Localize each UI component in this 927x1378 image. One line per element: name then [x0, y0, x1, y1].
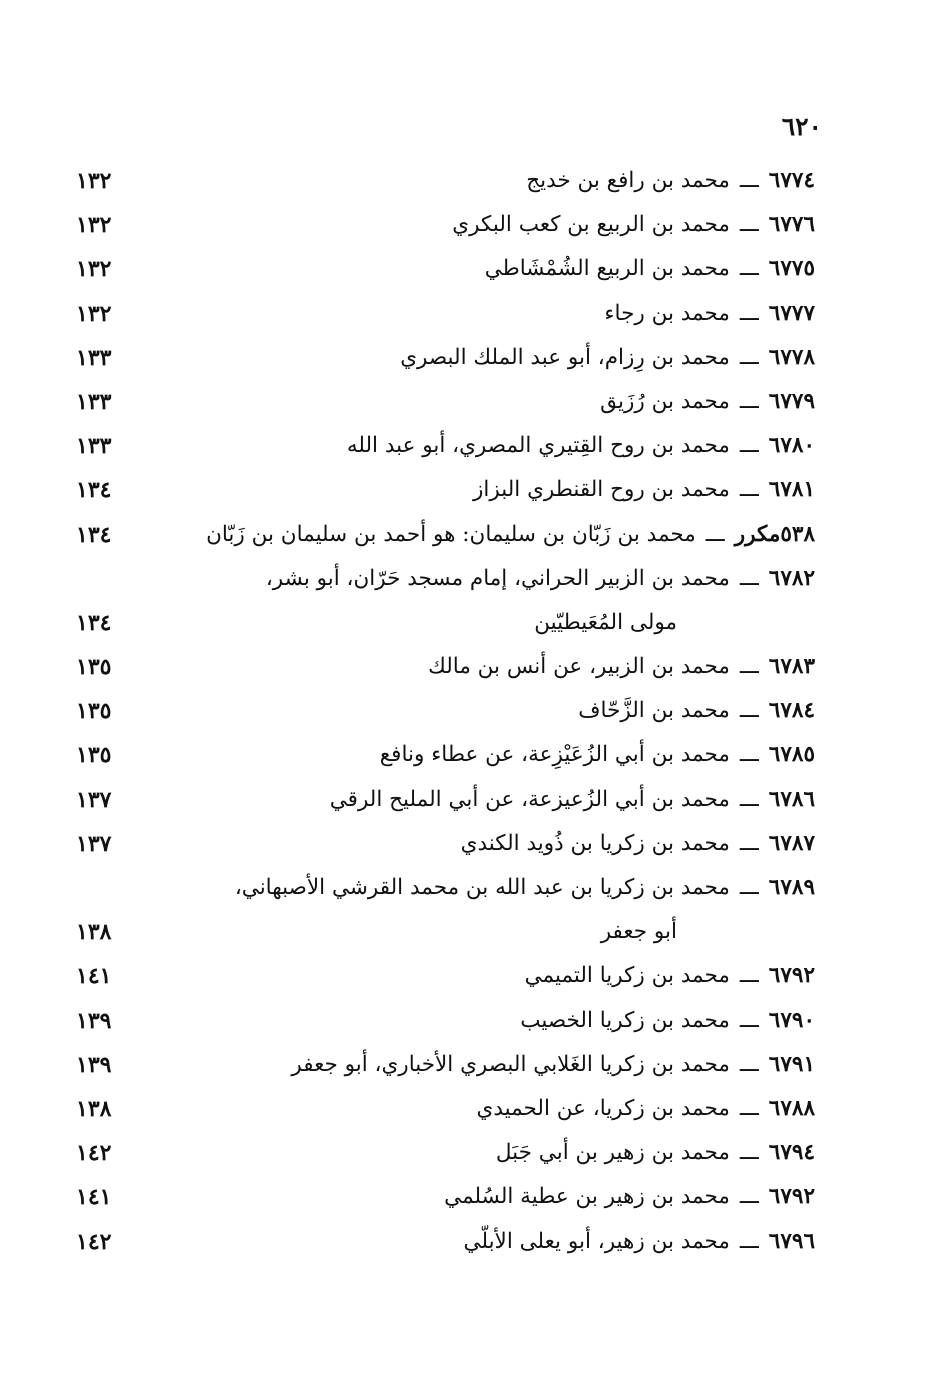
entry-dash: ـــ — [739, 300, 759, 326]
entry-text — [175, 385, 815, 419]
entry-name: محمد بن الربيع الشُمْشَاطي — [484, 256, 730, 282]
entry-dash: ـــ — [739, 1095, 759, 1121]
entry-text — [175, 959, 815, 993]
entry-text — [175, 1048, 815, 1082]
entry-name: محمد بن الزبير الحراني، إمام مسجد حَرّان، أبو بشر، — [265, 565, 730, 591]
entry-name: محمد بن روح القنطري البزاز — [473, 477, 730, 503]
entry-text — [175, 518, 815, 552]
entry-page-ref: ١٣٤ — [76, 521, 112, 548]
index-entry — [0, 1000, 927, 1044]
index-entry — [0, 1221, 927, 1265]
entry-dash: ـــ — [739, 1184, 759, 1210]
index-entry — [0, 293, 927, 337]
entry-dash: ـــ — [739, 786, 759, 812]
entry-number: ٦٧٩٤ — [768, 1140, 815, 1166]
entry-text — [175, 1004, 815, 1038]
entry-number: ٦٧٨٦ — [768, 786, 815, 812]
entry-dash: ـــ — [739, 565, 759, 591]
index-entry — [0, 779, 927, 823]
entry-page-ref: ١٣٨ — [76, 919, 112, 946]
entry-name: محمد بن الزبير، عن أنس بن مالك — [428, 654, 730, 680]
entry-page-ref: ١٣٤ — [76, 609, 112, 636]
entry-text — [175, 1136, 815, 1170]
index-entry-continuation — [0, 911, 927, 955]
entry-dash: ـــ — [739, 742, 759, 768]
entry-number: ٦٧٨٨ — [768, 1095, 815, 1121]
index-entry — [0, 514, 927, 558]
entry-page-ref: ١٣٧ — [76, 786, 112, 813]
entry-page-ref: ١٣٩ — [76, 1051, 112, 1078]
entry-name: محمد بن الزَّحّاف — [578, 698, 730, 724]
entry-name: محمد بن زكريا، عن الحميدي — [476, 1095, 730, 1121]
index-entry — [0, 381, 927, 425]
entry-name: محمد بن زكريا بن ذُويد الكندي — [460, 830, 730, 856]
entry-number: ٦٧٨٧ — [768, 830, 815, 856]
entry-page-ref: ١٣٥ — [76, 742, 112, 769]
entry-name: محمد بن زَبّان بن سليمان: هو أحمد بن سليمان بن زَبّان — [206, 521, 696, 547]
entry-page-ref: ١٣٢ — [76, 300, 112, 327]
entry-page-ref: ١٣٥ — [76, 654, 112, 681]
entry-dash: ـــ — [739, 1228, 759, 1254]
index-entry — [0, 425, 927, 469]
entry-number: ٦٧٧٧ — [768, 300, 815, 326]
entry-dash: ـــ — [739, 654, 759, 680]
entry-text — [175, 783, 815, 817]
entry-number: ٥٣٨مكرر — [734, 521, 815, 547]
entry-page-ref: ١٤١ — [76, 963, 112, 990]
index-entry — [0, 160, 927, 204]
page-number: ٦٢٠ — [781, 112, 822, 141]
entry-text — [175, 341, 815, 375]
entry-page-ref: ١٤٢ — [76, 1228, 112, 1255]
entry-number: ٦٧٧٩ — [768, 388, 815, 414]
index-entry — [0, 1044, 927, 1088]
entry-text — [175, 650, 815, 684]
index-entry — [0, 248, 927, 292]
entry-number: ٦٧٩١ — [768, 1051, 815, 1077]
entry-number: ٦٧٨١ — [768, 477, 815, 503]
entry-dash: ـــ — [739, 963, 759, 989]
entry-name: محمد بن زكريا بن عبد الله بن محمد القرشي الأصبهاني، — [234, 875, 730, 900]
entry-number: ٦٧٨٠ — [768, 433, 815, 459]
entry-text — [175, 827, 815, 861]
entry-dash: ـــ — [739, 168, 759, 193]
entry-number: ٦٧٨٩ — [768, 875, 815, 900]
entry-name: محمد بن زهير بن عطية السُلمي — [444, 1184, 730, 1210]
entry-dash: ـــ — [739, 388, 759, 414]
index-entry-continuation — [0, 602, 927, 646]
entry-text — [175, 871, 815, 905]
entry-name: أبو جعفر — [600, 919, 677, 945]
entry-page-ref: ١٣٢ — [76, 168, 112, 194]
entry-page-ref: ١٣٥ — [76, 698, 112, 725]
entry-page-ref: ١٣٤ — [76, 477, 112, 504]
index-entry — [0, 690, 927, 734]
entry-number: ٦٧٨٢ — [768, 565, 815, 591]
entry-dash: ـــ — [739, 830, 759, 856]
entry-number: ٦٧٩٢ — [768, 1184, 815, 1210]
entry-name: محمد بن زهير، أبو يعلى الأبلّي — [463, 1228, 730, 1254]
index-entry — [0, 646, 927, 690]
entry-number: ٦٧٨٥ — [768, 742, 815, 768]
index-entry — [0, 823, 927, 867]
entry-text — [175, 1180, 815, 1214]
index-list — [0, 160, 927, 1265]
entry-text — [175, 252, 815, 286]
index-entry — [0, 734, 927, 778]
entry-number: ٦٧٧٨ — [768, 344, 815, 370]
entry-name: محمد بن الربيع بن كعب البكري — [452, 212, 730, 238]
entry-name: محمد بن رُزَيق — [600, 388, 730, 414]
entry-text — [175, 694, 815, 728]
index-entry — [0, 867, 927, 911]
entry-name: محمد بن زكريا التميمي — [524, 963, 730, 989]
entry-page-ref: ١٣٢ — [76, 212, 112, 239]
entry-name: محمد بن رافع بن خديج — [526, 168, 730, 193]
entry-text — [175, 297, 815, 331]
index-entry — [0, 204, 927, 248]
entry-text — [177, 915, 677, 949]
index-entry — [0, 558, 927, 602]
entry-page-ref: ١٣٣ — [76, 388, 112, 415]
index-entry — [0, 1176, 927, 1220]
entry-number: ٦٧٩٦ — [768, 1228, 815, 1254]
index-entry — [0, 337, 927, 381]
entry-page-ref: ١٣٣ — [76, 344, 112, 371]
entry-dash: ـــ — [739, 256, 759, 282]
entry-name: محمد بن زكريا الخصيب — [520, 1007, 730, 1033]
entry-number: ٦٧٧٦ — [768, 212, 815, 238]
entry-dash: ـــ — [739, 433, 759, 459]
entry-text — [175, 473, 815, 507]
entry-dash: ـــ — [739, 344, 759, 370]
entry-dash: ـــ — [739, 875, 759, 900]
index-entry — [0, 955, 927, 999]
index-entry — [0, 1088, 927, 1132]
entry-text — [175, 208, 815, 242]
entry-number: ٦٧٩٠ — [768, 1007, 815, 1033]
entry-number: ٦٧٨٣ — [768, 654, 815, 680]
entry-name: محمد بن رجاء — [604, 300, 730, 326]
entry-page-ref: ١٣٧ — [76, 830, 112, 857]
entry-dash: ـــ — [739, 1051, 759, 1077]
entry-text — [175, 562, 815, 596]
entry-name: مولى المُعَيطيّين — [534, 609, 677, 635]
entry-name: محمد بن روح القِتيري المصري، أبو عبد الله — [346, 433, 730, 459]
entry-page-ref: ١٤٢ — [76, 1140, 112, 1167]
entry-dash: ـــ — [739, 477, 759, 503]
entry-text — [175, 164, 815, 198]
entry-name: محمد بن زكريا الغَلابي البصري الأخباري، أبو جعفر — [291, 1051, 730, 1077]
entry-name: محمد بن أبي الزُعَيْزِعة، عن عطاء ونافع — [379, 742, 730, 768]
entry-page-ref: ١٣٩ — [76, 1007, 112, 1034]
index-entry — [0, 469, 927, 513]
entry-dash: ـــ — [739, 1007, 759, 1033]
entry-page-ref: ١٣٨ — [76, 1095, 112, 1122]
entry-number: ٦٧٧٥ — [768, 256, 815, 282]
entry-dash: ـــ — [739, 1140, 759, 1166]
entry-text — [175, 738, 815, 772]
entry-dash: ـــ — [739, 698, 759, 724]
entry-name: محمد بن أبي الزُعيزعة، عن أبي المليح الرقي — [329, 786, 730, 812]
entry-number: ٦٧٧٤ — [768, 168, 815, 193]
entry-number: ٦٧٩٢ — [768, 963, 815, 989]
entry-number: ٦٧٨٤ — [768, 698, 815, 724]
entry-text — [175, 1092, 815, 1126]
index-entry — [0, 1132, 927, 1176]
entry-dash: ـــ — [739, 212, 759, 238]
entry-page-ref: ١٤١ — [76, 1184, 112, 1211]
entry-text — [177, 606, 677, 640]
entry-dash: ـــ — [705, 521, 725, 547]
entry-name: محمد بن زهير بن أبي جَبَل — [495, 1140, 730, 1166]
entry-page-ref: ١٣٢ — [76, 256, 112, 283]
entry-text — [175, 429, 815, 463]
entry-page-ref: ١٣٣ — [76, 433, 112, 460]
entry-text — [175, 1225, 815, 1259]
entry-name: محمد بن رِزام، أبو عبد الملك البصري — [400, 344, 730, 370]
